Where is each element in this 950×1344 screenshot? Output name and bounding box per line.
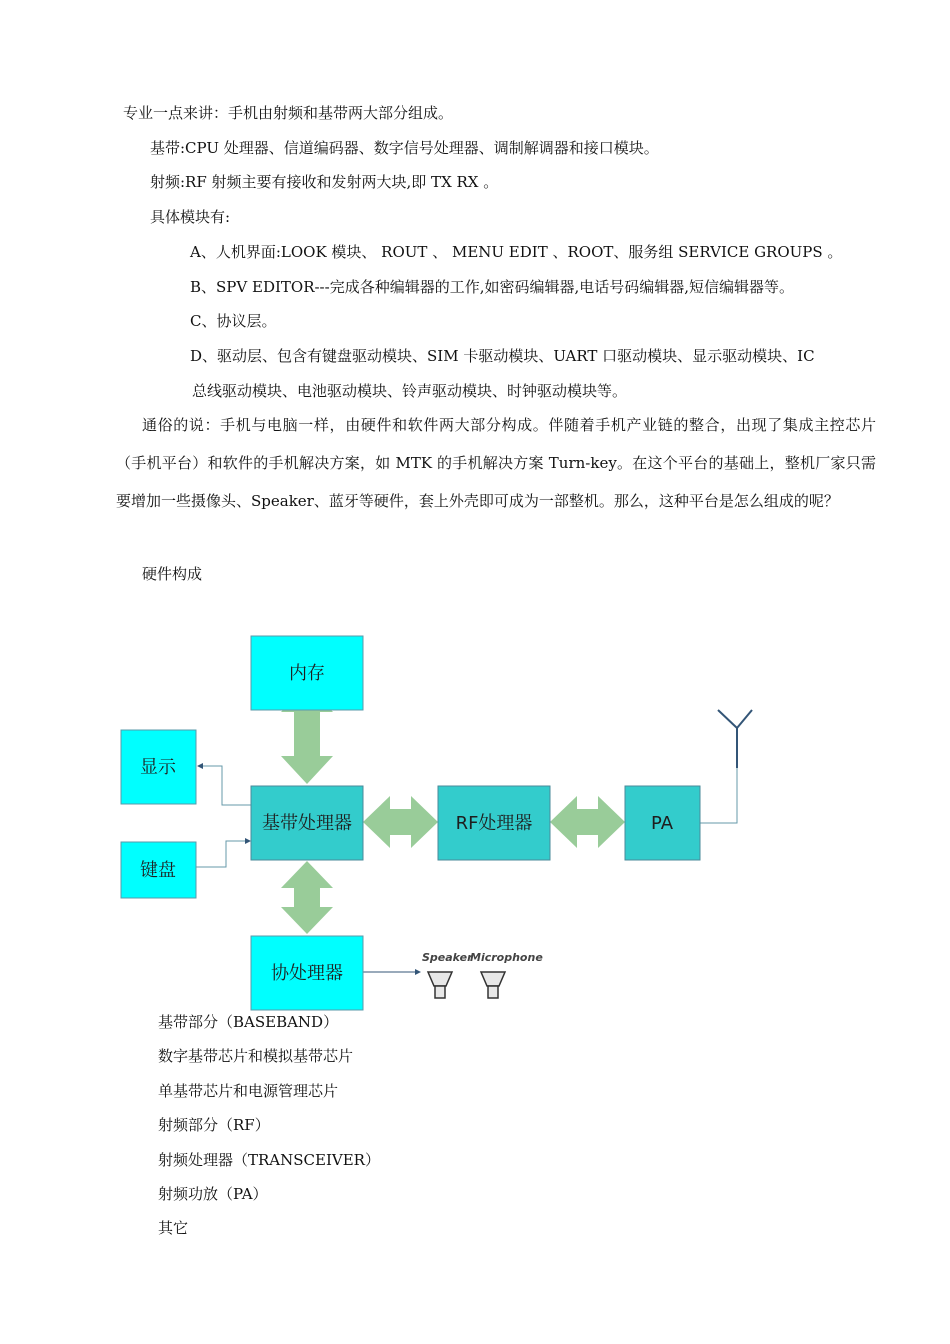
- module-d-line-1: D、驱动层、包含有键盘驱动模块、SIM 卡驱动模块、UART 口驱动模块、显示驱动模块、IC: [190, 347, 815, 365]
- display-box: [121, 730, 196, 804]
- svg-text:协处理器: 协处理器: [271, 963, 343, 984]
- rf-pa-arrow: [550, 796, 625, 848]
- microphone-icon: [481, 972, 505, 998]
- speaker-icon: [428, 972, 452, 998]
- list-item: 单基带芯片和电源管理芯片: [158, 1082, 339, 1100]
- baseband-coprocessor-arrow: [281, 861, 333, 934]
- baseband-box: [251, 786, 363, 860]
- module-b: B、SPV EDITOR---完成各种编辑器的工作,如密码编辑器,电话号码编辑器,短信编辑器等。: [190, 278, 795, 296]
- svg-text:内存: 内存: [289, 663, 325, 684]
- list-item: 射频处理器（TRANSCEIVER）: [158, 1151, 380, 1169]
- intro-line-3: 射频:RF 射频主要有接收和发射两大块,即 TX RX 。: [150, 173, 499, 191]
- hardware-diagram: [0, 600, 950, 1015]
- intro-line-1: 专业一点来讲：手机由射频和基带两大部分组成。: [123, 104, 454, 122]
- pa-box: [625, 786, 700, 860]
- list-item: 数字基带芯片和模拟基带芯片: [158, 1047, 354, 1065]
- coprocessor-box: [251, 936, 363, 1010]
- list-item: 射频部分（RF）: [158, 1116, 270, 1134]
- svg-text:RF处理器: RF处理器: [455, 813, 533, 834]
- rf-processor-box: [438, 786, 550, 860]
- antenna-icon: [718, 710, 752, 768]
- svg-text:显示: 显示: [140, 757, 176, 778]
- keyboard-connector: [196, 841, 250, 867]
- platform-paragraph: 通俗的说：手机与电脑一样，由硬件和软件两大部分构成。伴随着手机产业链的整合，出现了集成主控芯片（手机平台）和软件的手机解决方案，如 MTK 的手机解决方案 Turn-key。在这个平台的基础上，整机厂家只需要增加一些摄像头、Speaker、蓝牙等硬件，套上外壳即可成为一部整机。那么，这种平台是怎么组成的呢？: [116, 416, 876, 510]
- microphone-label: Microphone: [470, 951, 543, 964]
- keyboard-box: [121, 842, 196, 898]
- intro-line-4: 具体模块有:: [150, 208, 231, 226]
- svg-text:基带处理器: 基带处理器: [262, 813, 352, 834]
- hardware-heading: 硬件构成: [142, 565, 203, 583]
- intro-line-2: 基带:CPU 处理器、信道编码器、数字信号处理器、调制解调器和接口模块。: [150, 139, 659, 157]
- list-item: 射频功放（PA）: [158, 1185, 268, 1203]
- module-a: A、人机界面:LOOK 模块、 ROUT 、 MENU EDIT 、ROOT、服务组 SERVICE GROUPS 。: [190, 243, 843, 261]
- module-c: C、协议层。: [190, 312, 277, 330]
- list-item: 其它: [158, 1219, 189, 1237]
- antenna-connector: [700, 768, 737, 823]
- svg-text:PA: PA: [650, 813, 674, 834]
- speaker-label: Speaker: [422, 951, 473, 964]
- memory-box: [251, 636, 363, 710]
- list-item: 基带部分（BASEBAND）: [158, 1013, 339, 1031]
- display-connector: [198, 766, 252, 805]
- svg-text:键盘: 键盘: [140, 860, 176, 881]
- baseband-rf-arrow: [363, 796, 438, 848]
- module-d-line-2: 总线驱动模块、电池驱动模块、铃声驱动模块、时钟驱动模块等。: [192, 382, 628, 400]
